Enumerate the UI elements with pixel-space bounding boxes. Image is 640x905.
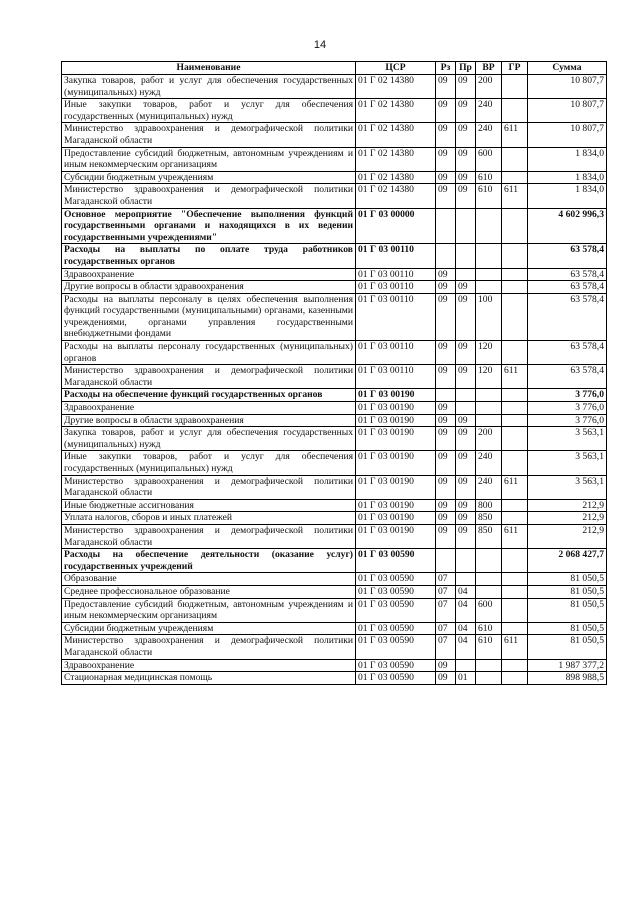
table-row xyxy=(62,573,607,586)
table-row xyxy=(62,75,607,99)
cell-vr: 600 xyxy=(476,598,502,622)
cell-pr: 04 xyxy=(456,598,476,622)
table-row xyxy=(62,635,607,659)
cell-csr: 01 Г 02 14380 xyxy=(356,147,436,171)
cell-rz: 09 xyxy=(436,475,456,499)
cell-rz: 09 xyxy=(436,184,456,208)
table-row xyxy=(62,475,607,499)
cell-sum: 81 050,5 xyxy=(528,585,607,598)
cell-csr: 01 Г 03 00590 xyxy=(356,622,436,635)
table-row xyxy=(62,184,607,208)
cell-rz: 07 xyxy=(436,598,456,622)
table-row xyxy=(62,123,607,147)
cell-gr xyxy=(502,281,528,294)
cell-csr: 01 Г 02 14380 xyxy=(356,123,436,147)
cell-sum: 81 050,5 xyxy=(528,635,607,659)
cell-rz xyxy=(436,549,456,573)
cell-rz xyxy=(436,244,456,268)
table-row xyxy=(62,524,607,548)
cell-csr: 01 Г 03 00000 xyxy=(356,208,436,244)
cell-name: Расходы на обеспечение деятельности (оказание услуг) государственных учреждений xyxy=(62,549,356,573)
cell-sum: 63 578,4 xyxy=(528,293,607,340)
table-row xyxy=(62,389,607,402)
header-csr: ЦСР xyxy=(356,62,436,75)
cell-vr xyxy=(476,414,502,427)
cell-vr: 610 xyxy=(476,171,502,184)
cell-gr xyxy=(502,293,528,340)
cell-name: Предоставление субсидий бюджетным, автономным учреждениям и иным некоммерческим организациям xyxy=(62,598,356,622)
cell-pr: 09 xyxy=(456,475,476,499)
cell-sum: 1 834,0 xyxy=(528,184,607,208)
cell-sum: 81 050,5 xyxy=(528,573,607,586)
cell-sum: 212,9 xyxy=(528,512,607,525)
cell-vr: 850 xyxy=(476,512,502,525)
cell-sum: 10 807,7 xyxy=(528,75,607,99)
header-rz: Рз xyxy=(436,62,456,75)
cell-csr: 01 Г 03 00190 xyxy=(356,389,436,402)
cell-sum: 4 602 996,3 xyxy=(528,208,607,244)
cell-vr xyxy=(476,244,502,268)
cell-pr: 09 xyxy=(456,99,476,123)
cell-gr xyxy=(502,659,528,672)
cell-csr: 01 Г 03 00110 xyxy=(356,293,436,340)
cell-rz: 09 xyxy=(436,427,456,451)
cell-name: Министерство здравоохранения и демографической политики Магаданской области xyxy=(62,524,356,548)
cell-pr: 09 xyxy=(456,281,476,294)
cell-csr: 01 Г 03 00190 xyxy=(356,451,436,475)
cell-name: Другие вопросы в области здравоохранения xyxy=(62,414,356,427)
cell-csr: 01 Г 03 00590 xyxy=(356,585,436,598)
cell-csr: 01 Г 03 00190 xyxy=(356,512,436,525)
cell-vr: 240 xyxy=(476,475,502,499)
cell-gr xyxy=(502,414,528,427)
table-row xyxy=(62,598,607,622)
cell-sum: 1 834,0 xyxy=(528,147,607,171)
cell-csr: 01 Г 03 00590 xyxy=(356,659,436,672)
cell-name: Предоставление субсидий бюджетным, автономным учреждениям и иным некоммерческим организациям xyxy=(62,147,356,171)
cell-vr: 610 xyxy=(476,622,502,635)
cell-csr: 01 Г 03 00110 xyxy=(356,268,436,281)
cell-name: Субсидии бюджетным учреждениям xyxy=(62,171,356,184)
cell-pr xyxy=(456,402,476,415)
cell-name: Иные бюджетные ассигнования xyxy=(62,499,356,512)
page-number: 14 xyxy=(313,39,327,51)
cell-pr: 09 xyxy=(456,147,476,171)
cell-csr: 01 Г 03 00590 xyxy=(356,573,436,586)
budget-table xyxy=(61,61,607,685)
cell-name: Министерство здравоохранения и демографической политики Магаданской области xyxy=(62,475,356,499)
cell-gr xyxy=(502,622,528,635)
cell-pr: 09 xyxy=(456,499,476,512)
table-row xyxy=(62,402,607,415)
cell-gr: 611 xyxy=(502,365,528,389)
cell-vr: 600 xyxy=(476,147,502,171)
cell-name: Расходы на выплаты персоналу государственных (муниципальных) органов xyxy=(62,341,356,365)
cell-sum: 10 807,7 xyxy=(528,123,607,147)
cell-vr: 800 xyxy=(476,499,502,512)
cell-rz: 09 xyxy=(436,341,456,365)
cell-sum: 63 578,4 xyxy=(528,341,607,365)
cell-name: Министерство здравоохранения и демографической политики Магаданской области xyxy=(62,184,356,208)
cell-name: Расходы на выплаты персоналу в целях обеспечения выполнения функций государственными (муниципальными) органами, казенными учреждениями, органами управления государственными внебюджетными фондами xyxy=(62,293,356,340)
table-row xyxy=(62,672,607,685)
cell-rz: 09 xyxy=(436,123,456,147)
header-pr: Пр xyxy=(456,62,476,75)
cell-vr: 240 xyxy=(476,451,502,475)
table-row xyxy=(62,549,607,573)
cell-rz: 07 xyxy=(436,635,456,659)
table-row xyxy=(62,147,607,171)
cell-pr: 04 xyxy=(456,585,476,598)
cell-gr xyxy=(502,268,528,281)
cell-sum: 81 050,5 xyxy=(528,598,607,622)
cell-gr xyxy=(502,427,528,451)
cell-pr: 09 xyxy=(456,512,476,525)
cell-rz: 09 xyxy=(436,451,456,475)
cell-sum: 3 563,1 xyxy=(528,427,607,451)
cell-gr: 611 xyxy=(502,635,528,659)
table-row xyxy=(62,208,607,244)
cell-gr xyxy=(502,341,528,365)
header-name: Наименование xyxy=(62,62,356,75)
cell-pr: 09 xyxy=(456,171,476,184)
cell-vr xyxy=(476,573,502,586)
cell-csr: 01 Г 02 14380 xyxy=(356,99,436,123)
cell-pr: 09 xyxy=(456,524,476,548)
cell-vr: 610 xyxy=(476,184,502,208)
table-row xyxy=(62,99,607,123)
cell-vr xyxy=(476,549,502,573)
cell-pr xyxy=(456,573,476,586)
table-row xyxy=(62,414,607,427)
cell-pr: 04 xyxy=(456,635,476,659)
table-row xyxy=(62,244,607,268)
cell-name: Министерство здравоохранения и демографической политики Магаданской области xyxy=(62,635,356,659)
table-row xyxy=(62,281,607,294)
cell-sum: 3 776,0 xyxy=(528,402,607,415)
cell-csr: 01 Г 03 00190 xyxy=(356,414,436,427)
cell-rz: 09 xyxy=(436,281,456,294)
table-row xyxy=(62,171,607,184)
cell-csr: 01 Г 03 00590 xyxy=(356,635,436,659)
cell-rz: 09 xyxy=(436,147,456,171)
cell-gr xyxy=(502,512,528,525)
cell-pr: 09 xyxy=(456,414,476,427)
cell-gr: 611 xyxy=(502,123,528,147)
cell-rz: 09 xyxy=(436,499,456,512)
cell-sum: 63 578,4 xyxy=(528,268,607,281)
cell-rz: 07 xyxy=(436,573,456,586)
cell-sum: 63 578,4 xyxy=(528,244,607,268)
cell-csr: 01 Г 03 00110 xyxy=(356,244,436,268)
cell-gr xyxy=(502,402,528,415)
cell-rz: 09 xyxy=(436,99,456,123)
cell-vr xyxy=(476,389,502,402)
cell-name: Стационарная медицинская помощь xyxy=(62,672,356,685)
cell-sum: 63 578,4 xyxy=(528,281,607,294)
cell-sum: 3 563,1 xyxy=(528,451,607,475)
cell-pr: 09 xyxy=(456,451,476,475)
header-vr: ВР xyxy=(476,62,502,75)
cell-name: Иные закупки товаров, работ и услуг для обеспечения государственных (муниципальных) нужд xyxy=(62,99,356,123)
cell-vr: 120 xyxy=(476,341,502,365)
cell-name: Министерство здравоохранения и демографической политики Магаданской области xyxy=(62,123,356,147)
cell-vr xyxy=(476,672,502,685)
cell-pr: 04 xyxy=(456,622,476,635)
cell-pr: 09 xyxy=(456,75,476,99)
cell-rz: 09 xyxy=(436,171,456,184)
cell-sum: 1 987 377,2 xyxy=(528,659,607,672)
cell-gr xyxy=(502,451,528,475)
cell-pr: 09 xyxy=(456,341,476,365)
cell-sum: 81 050,5 xyxy=(528,622,607,635)
cell-sum: 898 988,5 xyxy=(528,672,607,685)
cell-gr xyxy=(502,598,528,622)
cell-rz: 09 xyxy=(436,659,456,672)
cell-csr: 01 Г 03 00590 xyxy=(356,549,436,573)
cell-csr: 01 Г 03 00590 xyxy=(356,672,436,685)
cell-gr: 611 xyxy=(502,475,528,499)
cell-sum: 1 834,0 xyxy=(528,171,607,184)
cell-pr: 09 xyxy=(456,123,476,147)
cell-rz: 07 xyxy=(436,585,456,598)
header-sum: Сумма xyxy=(528,62,607,75)
cell-name: Среднее профессиональное образование xyxy=(62,585,356,598)
cell-gr xyxy=(502,75,528,99)
cell-vr xyxy=(476,281,502,294)
table-row xyxy=(62,585,607,598)
cell-pr xyxy=(456,659,476,672)
table-row xyxy=(62,268,607,281)
header-gr: ГР xyxy=(502,62,528,75)
table-row xyxy=(62,365,607,389)
cell-vr: 240 xyxy=(476,123,502,147)
cell-pr: 09 xyxy=(456,293,476,340)
cell-pr: 09 xyxy=(456,184,476,208)
cell-pr xyxy=(456,208,476,244)
cell-csr: 01 Г 03 00190 xyxy=(356,427,436,451)
cell-name: Здравоохранение xyxy=(62,659,356,672)
cell-name: Здравоохранение xyxy=(62,268,356,281)
cell-name: Министерство здравоохранения и демографической политики Магаданской области xyxy=(62,365,356,389)
cell-sum: 212,9 xyxy=(528,499,607,512)
table-row xyxy=(62,341,607,365)
cell-pr xyxy=(456,389,476,402)
cell-gr xyxy=(502,672,528,685)
cell-vr: 610 xyxy=(476,635,502,659)
table-row xyxy=(62,659,607,672)
cell-name: Другие вопросы в области здравоохранения xyxy=(62,281,356,294)
table-row xyxy=(62,622,607,635)
cell-csr: 01 Г 03 00110 xyxy=(356,341,436,365)
cell-vr: 200 xyxy=(476,427,502,451)
cell-csr: 01 Г 03 00190 xyxy=(356,524,436,548)
cell-vr xyxy=(476,208,502,244)
table-row xyxy=(62,451,607,475)
cell-vr: 850 xyxy=(476,524,502,548)
table-row xyxy=(62,512,607,525)
table-row xyxy=(62,293,607,340)
cell-rz: 09 xyxy=(436,402,456,415)
cell-rz: 09 xyxy=(436,672,456,685)
cell-rz: 07 xyxy=(436,622,456,635)
cell-name: Здравоохранение xyxy=(62,402,356,415)
cell-name: Образование xyxy=(62,573,356,586)
cell-rz: 09 xyxy=(436,268,456,281)
cell-csr: 01 Г 03 00110 xyxy=(356,281,436,294)
cell-pr: 09 xyxy=(456,365,476,389)
cell-name: Иные закупки товаров, работ и услуг для обеспечения государственных (муниципальных) нужд xyxy=(62,451,356,475)
cell-pr xyxy=(456,549,476,573)
cell-csr: 01 Г 02 14380 xyxy=(356,171,436,184)
cell-name: Закупка товаров, работ и услуг для обеспечения государственных (муниципальных) нужд xyxy=(62,75,356,99)
table-header-row xyxy=(62,62,607,75)
cell-vr xyxy=(476,268,502,281)
cell-csr: 01 Г 03 00590 xyxy=(356,598,436,622)
cell-pr: 09 xyxy=(456,427,476,451)
cell-pr xyxy=(456,268,476,281)
cell-rz: 09 xyxy=(436,524,456,548)
table-row xyxy=(62,499,607,512)
cell-gr xyxy=(502,573,528,586)
cell-sum: 212,9 xyxy=(528,524,607,548)
cell-pr: 01 xyxy=(456,672,476,685)
cell-sum: 2 068 427,7 xyxy=(528,549,607,573)
cell-gr xyxy=(502,499,528,512)
cell-sum: 3 563,1 xyxy=(528,475,607,499)
cell-gr: 611 xyxy=(502,524,528,548)
cell-gr xyxy=(502,208,528,244)
table-row xyxy=(62,427,607,451)
cell-rz xyxy=(436,389,456,402)
cell-csr: 01 Г 03 00190 xyxy=(356,402,436,415)
cell-gr xyxy=(502,389,528,402)
cell-gr xyxy=(502,99,528,123)
cell-sum: 3 776,0 xyxy=(528,414,607,427)
cell-vr: 240 xyxy=(476,99,502,123)
cell-rz xyxy=(436,208,456,244)
cell-gr xyxy=(502,585,528,598)
cell-rz: 09 xyxy=(436,414,456,427)
cell-csr: 01 Г 02 14380 xyxy=(356,75,436,99)
cell-vr xyxy=(476,585,502,598)
cell-rz: 09 xyxy=(436,512,456,525)
cell-gr xyxy=(502,549,528,573)
cell-name: Уплата налогов, сборов и иных платежей xyxy=(62,512,356,525)
cell-vr: 120 xyxy=(476,365,502,389)
cell-vr xyxy=(476,402,502,415)
cell-name: Основное мероприятие "Обеспечение выполнения функций государственными органами и находящихся в их ведении государственными учреждениями" xyxy=(62,208,356,244)
cell-csr: 01 Г 02 14380 xyxy=(356,184,436,208)
cell-gr xyxy=(502,171,528,184)
cell-gr xyxy=(502,147,528,171)
cell-gr xyxy=(502,244,528,268)
cell-name: Расходы на выплаты по оплате труда работников государственных органов xyxy=(62,244,356,268)
cell-vr xyxy=(476,659,502,672)
cell-csr: 01 Г 03 00190 xyxy=(356,475,436,499)
cell-pr xyxy=(456,244,476,268)
table-body xyxy=(62,75,607,685)
cell-rz: 09 xyxy=(436,75,456,99)
cell-rz: 09 xyxy=(436,293,456,340)
cell-gr: 611 xyxy=(502,184,528,208)
cell-sum: 10 807,7 xyxy=(528,99,607,123)
cell-csr: 01 Г 03 00110 xyxy=(356,365,436,389)
cell-name: Субсидии бюджетным учреждениям xyxy=(62,622,356,635)
cell-vr: 100 xyxy=(476,293,502,340)
cell-vr: 200 xyxy=(476,75,502,99)
cell-csr: 01 Г 03 00190 xyxy=(356,499,436,512)
cell-rz: 09 xyxy=(436,365,456,389)
cell-name: Закупка товаров, работ и услуг для обеспечения государственных (муниципальных) нужд xyxy=(62,427,356,451)
cell-sum: 63 578,4 xyxy=(528,365,607,389)
cell-name: Расходы на обеспечение функций государственных органов xyxy=(62,389,356,402)
cell-sum: 3 776,0 xyxy=(528,389,607,402)
